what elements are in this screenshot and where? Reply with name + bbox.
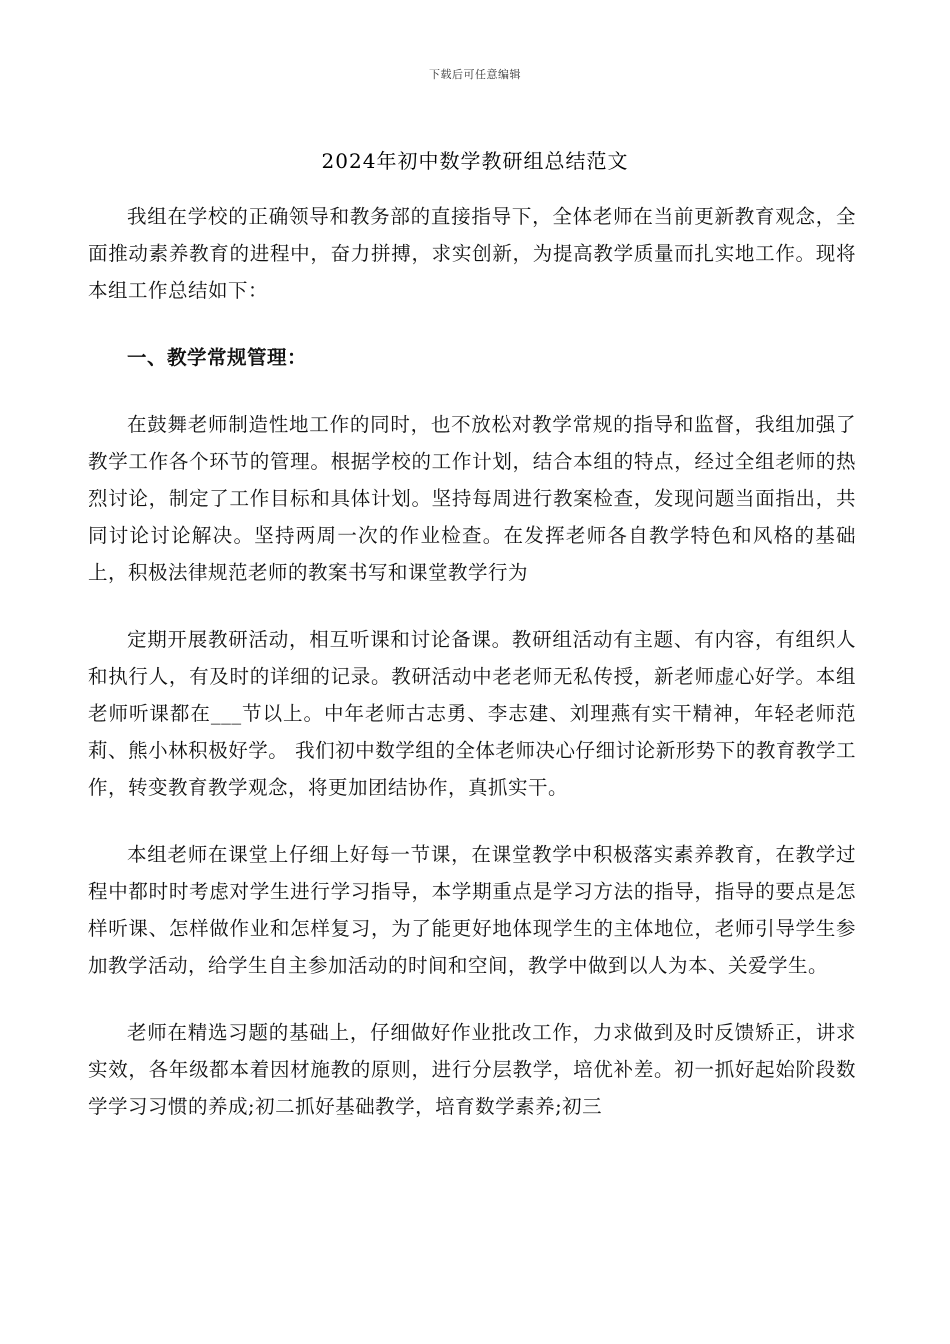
header-note: 下载后可任意编辑 (429, 68, 521, 81)
body-paragraph: 在鼓舞老师制造性地工作的同时，也不放松对教学常规的指导和监督，我组加强了教学工作各个环节的管理。根据学校的工作计划，结合本组的特点，经过全组老师的热烈讨论，制定了工作目标和具体计划。坚持每周进行教案检查，发现问题当面指出，共同讨论讨论解决。坚持两周一次的作业检查。在发挥老师各自教学特色和风格的基础上，积极法律规范老师的教案书写和课堂教学行为 (88, 413, 856, 584)
document-body (88, 198, 856, 1125)
document-title: 2024年初中数学教研组总结范文 (321, 149, 629, 173)
intro-paragraph: 我组在学校的正确领导和教务部的直接指导下，全体老师在当前更新教育观念，全面推动素养教育的进程中，奋力拼搏，求实创新，为提高教学质量而扎实地工作。现将本组工作总结如下： (88, 205, 856, 302)
section-heading: 一、教学常规管理： (127, 346, 308, 369)
body-paragraph: 老师在精选习题的基础上，仔细做好作业批改工作，力求做到及时反馈矫正，讲求实效，各年级都本着因材施教的原则，进行分层教学，培优补差。初一抓好起始阶段数学学习习惯的养成;初二抓好基础教学，培育数学素养;初三 (88, 1021, 856, 1118)
body-paragraph: 本组老师在课堂上仔细上好每一节课，在课堂教学中积极落实素养教育，在教学过程中都时时考虑对学生进行学习指导，本学期重点是学习方法的指导，指导的要点是怎样听课、怎样做作业和怎样复习，为了能更好地体现学生的主体地位，老师引导学生参加教学活动，给学生自主参加活动的时间和空间，教学中做到以人为本、关爱学生。 (88, 843, 856, 977)
body-paragraph: 定期开展教研活动，相互听课和讨论备课。教研组活动有主题、有内容，有组织人和执行人，有及时的详细的记录。教研活动中老老师无私传授，新老师虚心好学。本组老师听课都在___节以上。中年老师古志勇、李志建、刘理燕有实干精神，年轻老师范莉、熊小林积极好学。 我们初中数学组的全体老师决心仔细讨论新形势下的教育教学工作，转变教育教学观念，将更加团结协作，真抓实干。 (88, 628, 856, 799)
